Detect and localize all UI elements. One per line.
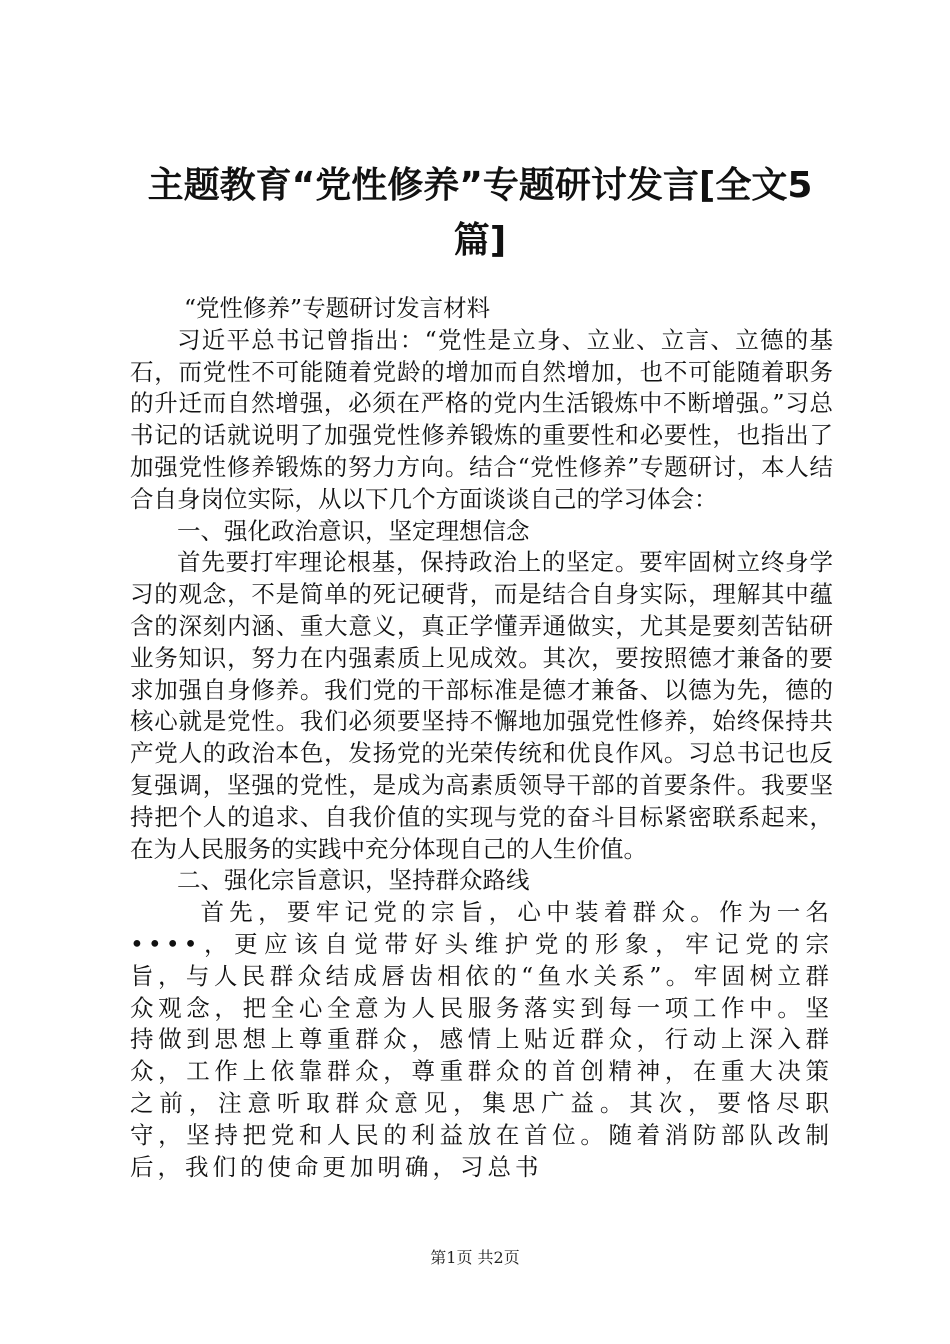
page-footer: 第1页 共2页 bbox=[430, 1248, 520, 1267]
subtitle: “党性修养”专题研讨发言材料 bbox=[184, 294, 491, 322]
document-body bbox=[130, 293, 833, 1183]
section-heading-2: 二、强化宗旨意识，坚持群众路线 bbox=[177, 866, 530, 895]
paragraph-section-2: 首先，要牢记党的宗旨，心中装着群众。作为一名••••，更应该自觉带好头维护党的形象，牢记党的宗旨，与人民群众结成唇齿相依的“鱼水关系”。牢固树立群众观念，把全心全意为人民服务落实到每一项工作中。坚持做到思想上尊重群众，感情上贴近群众，行动上深入群众，工作上依靠群众，尊重群众的首创精神，在重大决策之前，注意听取群众意见，集思广益。其次，要恪尽职守，坚持把党和人民的利益放在首位。随着消防部队改制后，我们的使命更加明确，习总书 bbox=[130, 898, 833, 1181]
document-title: 主题教育“党性修养”专题研讨发言[全文5篇] bbox=[147, 165, 813, 261]
section-heading-1: 一、强化政治意识，坚定理想信念 bbox=[177, 516, 530, 545]
paragraph-section-1: 首先要打牢理论根基，保持政治上的坚定。要牢固树立终身学习的观念，不是简单的死记硬背，而是结合自身实际，理解其中蕴含的深刻内涵、重大意义，真正学懂弄通做实，尤其是要刻苦钻研业务知识，努力在内强素质上见成效。其次，要按照德才兼备的要求加强自身修养。我们党的干部标准是德才兼备、以德为先，德的核心就是党性。我们必须要坚持不懈地加强党性修养，始终保持共产党人的政治本色，发扬党的光荣传统和优良作风。习总书记也反复强调，坚强的党性，是成为高素质领导干部的首要条件。我要坚持把个人的追求、自我价值的实现与党的奋斗目标紧密联系起来，在为人民服务的实践中充分体现自己的人生价值。 bbox=[130, 548, 833, 863]
paragraph-intro: 习近平总书记曾指出：“党性是立身、立业、立言、立德的基石，而党性不可能随着党龄的增加而自然增加，也不可能随着职务的升迁而自然增强，必须在严格的党内生活锻炼中不断增强。”习总书记的话就说明了加强党性修养锻炼的重要性和必要性，也指出了加强党性修养锻炼的努力方向。结合“党性修养”专题研讨，本人结合自身岗位实际，从以下几个方面谈谈自己的学习体会： bbox=[130, 325, 833, 513]
